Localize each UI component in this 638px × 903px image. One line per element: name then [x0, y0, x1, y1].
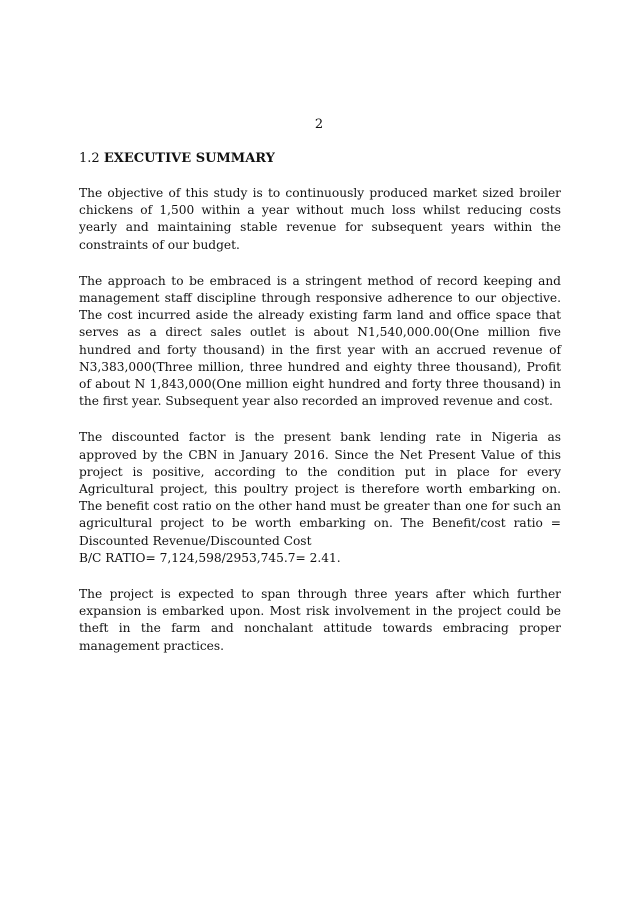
closing-paragraph: The project is expected to span through three years after which further expansion is embarked upon. Most risk involvement in the project could be theft in the farm and nonchalant attitude towards embracing proper management practices.: [79, 587, 561, 653]
section-title: EXECUTIVE SUMMARY: [103, 151, 275, 166]
discount-block: [79, 429, 561, 567]
discount-paragraph: The discounted factor is the present bank lending rate in Nigeria as approved by the CBN in January 2016. Since the Net Present Value of this project is positive, according to the condition put in place for every Agricultural project, this poultry project is therefore worth embarking on. The benefit cost ratio on the other hand must be greater than one for such an agricultural project to be worth embarking on. The Benefit/cost ratio = Discounted Revenue/Discounted Cost: [79, 430, 561, 548]
bc-ratio-line: B/C RATIO= 7,124,598/2953,745.7= 2.41.: [79, 550, 341, 565]
objective-paragraph: The objective of this study is to continuously produced market sized broiler chickens of 1,500 within a year without much loss whilst reducing costs yearly and maintaining stable revenue for subsequent years within the constraints of our budget.: [79, 186, 561, 252]
page-number: 2: [314, 117, 324, 132]
page-content: [79, 150, 561, 674]
approach-paragraph: The approach to be embraced is a stringent method of record keeping and management staff discipline through responsive adherence to our objective. The cost incurred aside the already existing farm land and office space that serves as a direct sales outlet is about N1,540,000.00(One million five hundred and forty thousand) in the first year with an accrued revenue of N3,383,000(Three million, three hundred and eighty three thousand), Profit of about N 1,843,000(One million eight hundred and forty three thousand) in the first year. Subsequent year also recorded an improved revenue and cost.: [79, 273, 561, 409]
section-number: 1.2: [79, 151, 100, 166]
section-heading: [79, 150, 561, 167]
